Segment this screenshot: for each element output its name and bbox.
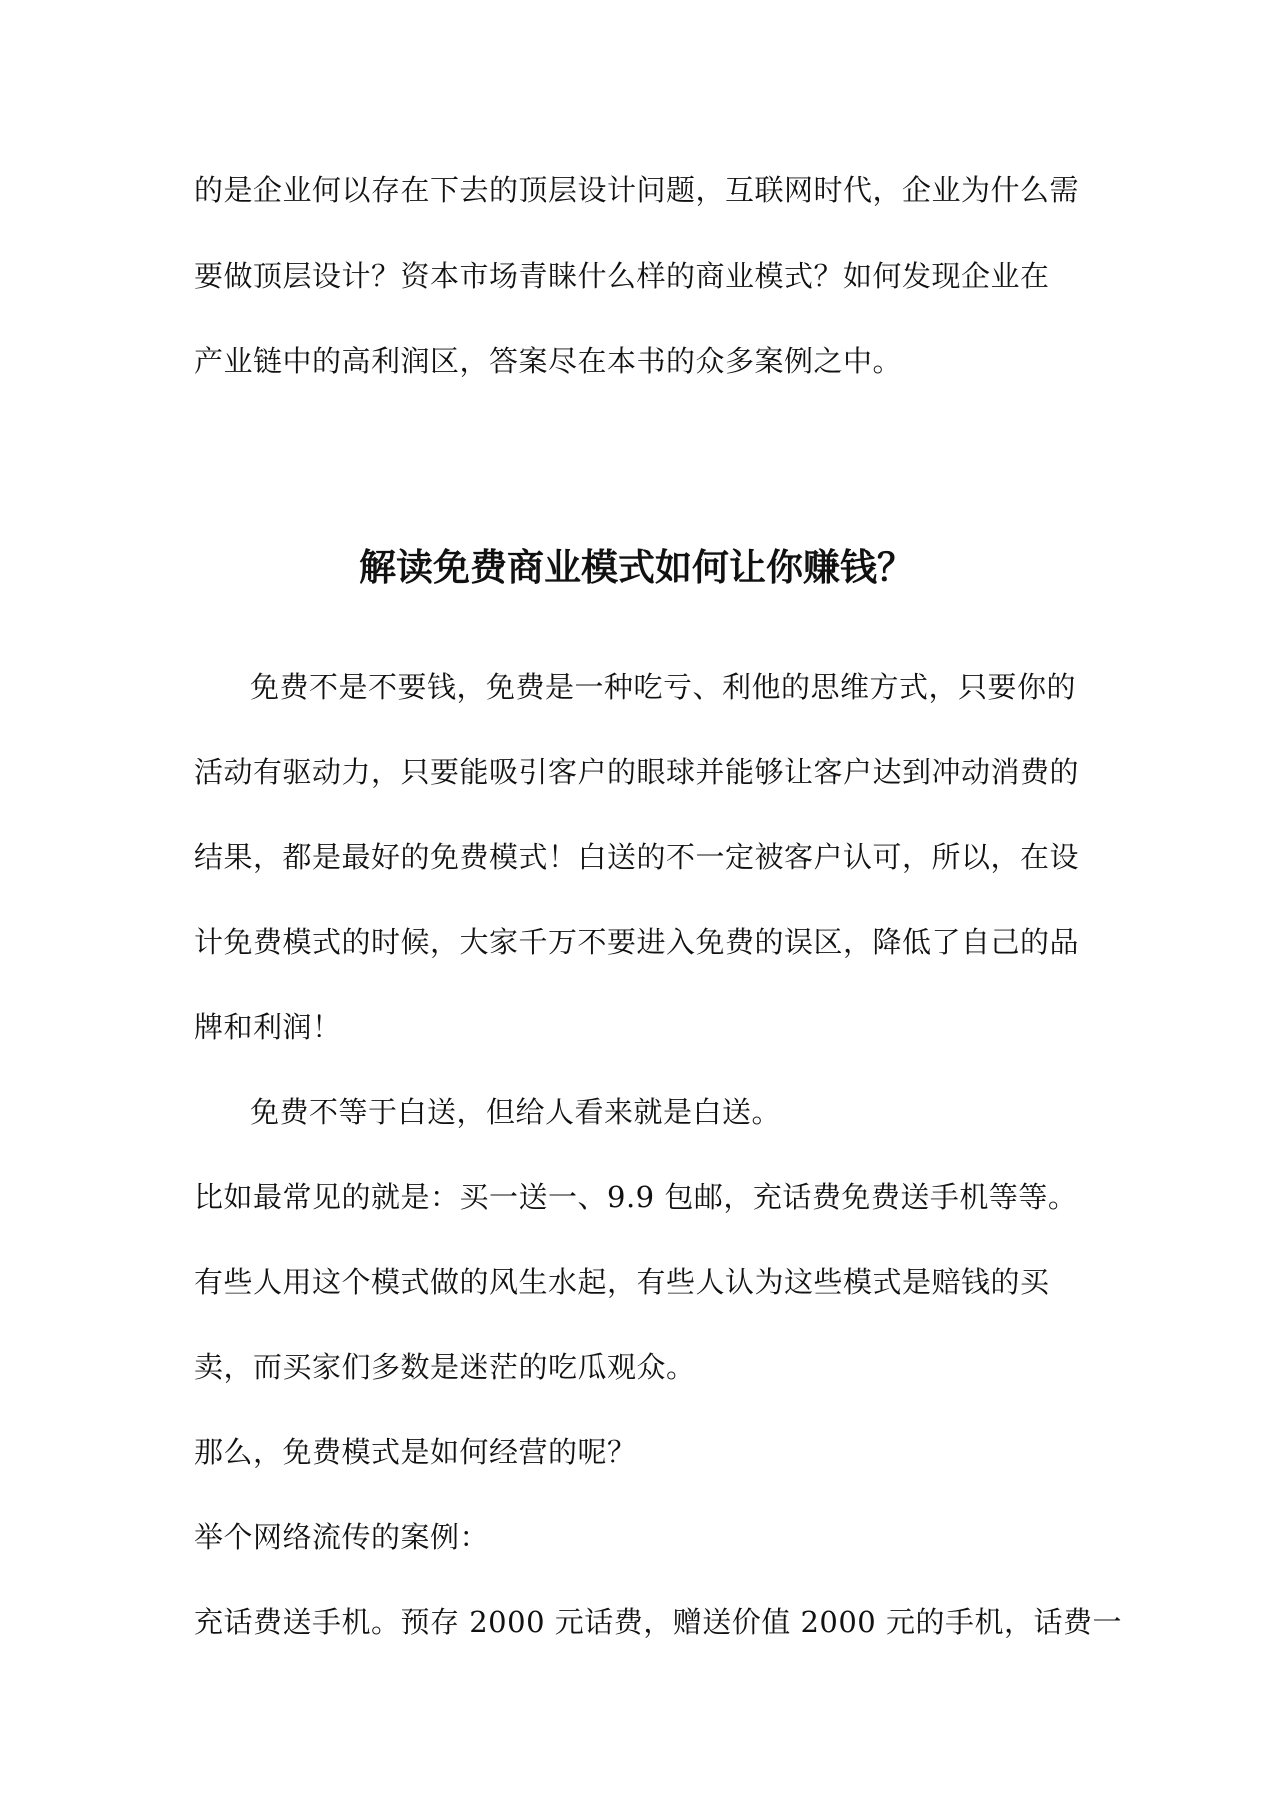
intro-line-2: 要做顶层设计？资本市场青睐什么样的商业模式？如何发现企业在	[194, 259, 1050, 293]
paragraph-2: 免费不等于白送，但给人看来就是白送。	[250, 1095, 782, 1129]
paragraph-7: 充话费送手机。预存 2000 元话费，赠送价值 2000 元的手机，话费一	[194, 1605, 1122, 1639]
paragraph-1-line-1: 免费不是不要钱，免费是一种吃亏、利他的思维方式，只要你的	[250, 670, 1077, 704]
paragraph-3: 比如最常见的就是：买一送一、9.9 包邮，充话费免费送手机等等。	[194, 1180, 1078, 1214]
intro-line-1: 的是企业何以存在下去的顶层设计问题，互联网时代，企业为什么需	[194, 173, 1080, 207]
paragraph-4-line-1: 有些人用这个模式做的风生水起，有些人认为这些模式是赔钱的买	[194, 1265, 1050, 1299]
paragraph-1-line-4: 计免费模式的时候，大家千万不要进入免费的误区，降低了自己的品	[194, 925, 1080, 959]
paragraph-1-line-2: 活动有驱动力，只要能吸引客户的眼球并能够让客户达到冲动消费的	[194, 755, 1080, 789]
section-heading: 解读免费商业模式如何让你赚钱？	[359, 545, 914, 589]
intro-line-3: 产业链中的高利润区，答案尽在本书的众多案例之中。	[194, 344, 903, 378]
paragraph-6: 举个网络流传的案例：	[194, 1520, 490, 1554]
paragraph-5: 那么，免费模式是如何经营的呢？	[194, 1435, 637, 1469]
paragraph-4-line-2: 卖，而买家们多数是迷茫的吃瓜观众。	[194, 1350, 696, 1384]
paragraph-1-line-3: 结果，都是最好的免费模式！白送的不一定被客户认可，所以，在设	[194, 840, 1080, 874]
paragraph-1-line-5: 牌和利润！	[194, 1010, 342, 1044]
